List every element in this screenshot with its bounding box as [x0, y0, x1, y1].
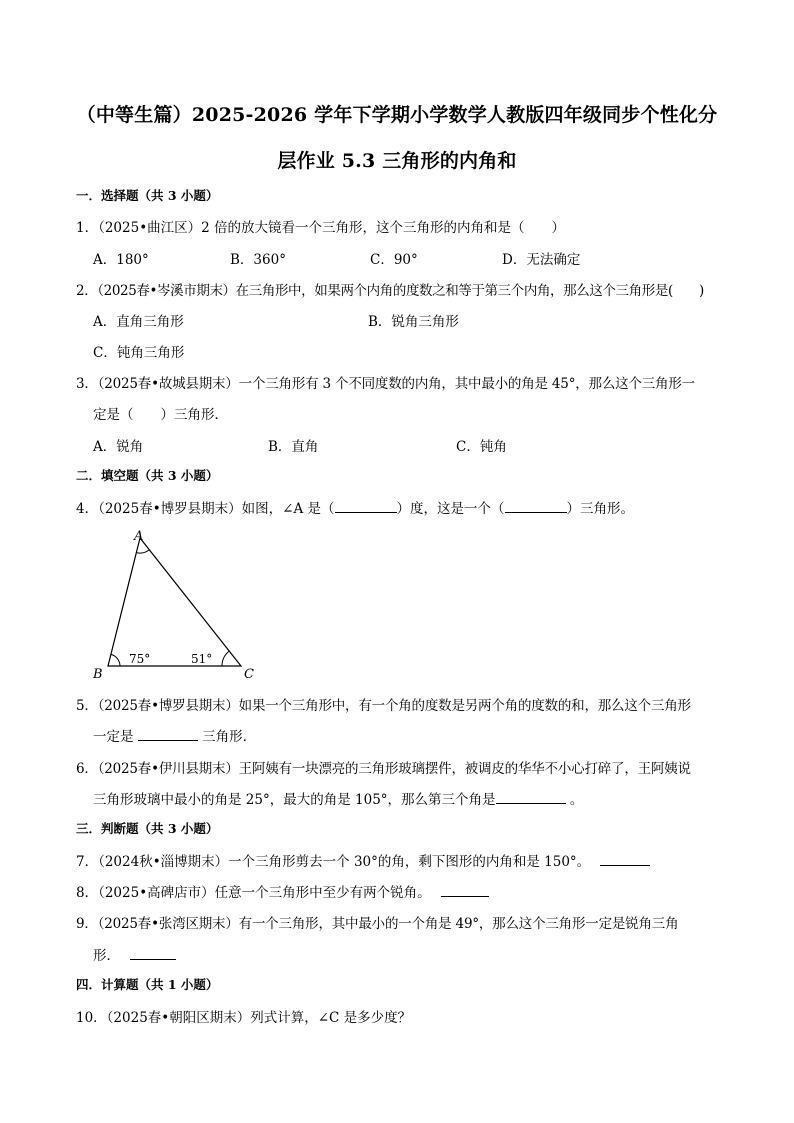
question-3-option-b: B．直角: [268, 439, 319, 455]
question-2-text: 2．（2025春•岑溪市期末）在三角形中，如果两个内角的度数之和等于第三个内角，那么这个三角形是( ): [76, 283, 704, 299]
question-6-text-line1: 6．（2025春•伊川县期末）王阿姨有一块漂亮的三角形玻璃摆件，被调皮的华华不小心打碎了，王阿姨说: [76, 761, 691, 777]
question-9-part1: 形．: [93, 948, 120, 964]
question-4-part3: ）三角形。: [566, 501, 635, 517]
question-7-text: [76, 850, 650, 870]
question-7-statement: 7．（2024秋•淄博期末）一个三角形剪去一个 30°的角，剩下图形的内角和是 150°。: [76, 854, 591, 870]
question-5-blank[interactable]: [138, 726, 198, 741]
question-6-blank[interactable]: [496, 789, 566, 804]
question-2-option-c: C．钝角三角形: [93, 345, 185, 361]
section-heading-calc: 四．计算题（共 1 小题）: [76, 977, 219, 992]
question-4-part1: 4．（2025春•博罗县期末）如图，∠A 是（: [76, 501, 335, 517]
question-4-blank-2[interactable]: [505, 498, 567, 513]
question-10-text: 10．（2025春•朝阳区期末）列式计算，∠C 是多少度？: [76, 1010, 412, 1026]
question-5-part1: 一定是: [93, 729, 134, 745]
page-title-line2: 层作业 5.3 三角形的内角和: [277, 150, 517, 172]
question-4-part2: ）度，这是一个（: [396, 501, 505, 517]
section-heading-fill: 二．填空题（共 3 小题）: [76, 468, 219, 483]
vertex-label-c: C: [244, 667, 254, 682]
question-9-answer-blank[interactable]: [130, 945, 176, 960]
angle-b-value: 75°: [129, 652, 151, 666]
question-2-option-a: A．直角三角形: [93, 314, 184, 330]
question-7-answer-blank[interactable]: [600, 851, 650, 866]
question-6-part2: 。: [569, 792, 584, 808]
question-5-text-line2: [93, 725, 256, 745]
question-8-answer-blank[interactable]: [441, 882, 489, 897]
angle-a-arc: [136, 550, 149, 553]
angle-c-value: 51°: [191, 652, 213, 666]
question-8-text: [76, 881, 489, 901]
section-heading-choice: 一．选择题（共 3 小题）: [76, 188, 219, 203]
question-1-option-b: B．360°: [230, 252, 286, 268]
question-6-text-line2: [93, 788, 583, 808]
vertex-label-b: B: [93, 667, 103, 682]
question-3-option-c: C．钝角: [456, 439, 507, 455]
question-4-text: [76, 497, 634, 517]
question-3-text-line2: 定是（ ）三角形．: [93, 407, 228, 423]
page-title-line1: （中等生篇）2025-2026 学年下学期小学数学人教版四年级同步个性化分: [76, 104, 718, 126]
question-8-statement: 8．（2025•高碑店市）任意一个三角形中至少有两个锐角。: [76, 885, 431, 901]
question-3-option-a: A．锐角: [93, 439, 144, 455]
question-5-text-line1: 5．（2025春•博罗县期末）如果一个三角形中，有一个角的度数是另两个角的度数的和，那么这个三角形: [76, 698, 691, 714]
question-2-option-b: B．锐角三角形: [368, 314, 459, 330]
question-3-text-line1: 3．（2025春•故城县期末）一个三角形有 3 个不同度数的内角，其中最小的角是 45°，那么这个三角形一: [76, 376, 695, 392]
angle-b-arc: [111, 654, 120, 666]
question-1-option-d: D．无法确定: [502, 252, 581, 268]
question-9-text-line2: [93, 944, 176, 964]
angle-c-arc: [222, 651, 229, 666]
triangle-shape: [108, 538, 241, 666]
vertex-label-a: A: [134, 529, 144, 544]
question-1-text: 1．（2025•曲江区）2 倍的放大镜看一个三角形，这个三角形的内角和是（ ）: [76, 220, 566, 236]
question-5-part2: 三角形．: [202, 729, 257, 745]
question-1-option-c: C．90°: [370, 252, 418, 268]
section-heading-judge: 三．判断题（共 3 小题）: [76, 821, 219, 836]
question-6-part1: 三角形玻璃中最小的角是 25°，最大的角是 105°，那么第三个角是: [93, 792, 496, 808]
question-9-text-line1: 9．（2025春•张湾区期末）有一个三角形，其中最小的一个角是 49°，那么这个三角形一定是锐角三角: [76, 916, 679, 932]
triangle-figure: [88, 522, 268, 684]
question-4-blank-1[interactable]: [335, 498, 397, 513]
question-1-option-a: A．180°: [93, 252, 149, 268]
